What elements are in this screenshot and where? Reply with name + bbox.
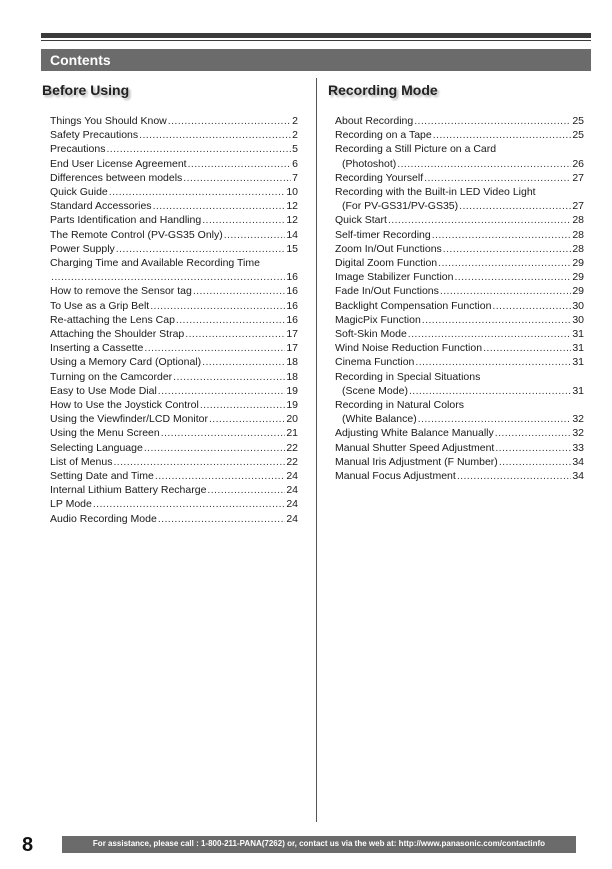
dot-leader [414,114,571,128]
toc-entry-title: Recording on a Tape [335,129,432,142]
toc-entry[interactable] [335,441,584,455]
toc-entry-title: Recording in Special Situations [335,370,481,383]
dot-leader [438,256,571,270]
toc-entry[interactable] [50,256,298,284]
toc-entry-page: 2 [292,129,298,142]
toc-entry-page: 17 [286,342,298,355]
toc-entry[interactable] [50,355,298,369]
toc-entry-title-cont: (Photoshot) [342,157,397,170]
toc-entry-page: 28 [572,242,584,255]
toc-entry[interactable] [50,157,298,171]
dot-leader [202,355,285,369]
dot-leader [397,157,571,171]
dot-leader [388,213,571,227]
dot-leader [424,171,571,185]
toc-entry-page: 28 [572,228,584,241]
toc-entry-title: Quick Start [335,214,387,227]
dot-leader [459,199,571,213]
toc-entry-page: 31 [572,328,584,341]
dot-leader [155,469,285,483]
toc-entry-title: Wind Noise Reduction Function [335,342,483,355]
toc-entry[interactable] [50,384,298,398]
dot-leader [188,157,292,171]
toc-entry-page: 10 [286,186,298,199]
dot-leader [483,341,571,355]
toc-entry-page: 24 [286,498,298,511]
toc-entry-title: Manual Focus Adjustment [335,470,456,483]
toc-entry-title: How to remove the Sensor tag [50,285,192,298]
toc-entry[interactable] [335,299,584,313]
toc-entry[interactable] [335,171,584,185]
toc-entry-title: Charging Time and Available Recording Time [50,257,260,270]
toc-entry-title: Using a Memory Card (Optional) [50,356,202,369]
toc-entry-page: 16 [286,299,298,312]
toc-entry-title: Soft-Skin Mode [335,328,407,341]
toc-entry[interactable] [50,284,298,298]
toc-entry-title: The Remote Control (PV-GS35 Only) [50,228,223,241]
dot-leader [495,441,571,455]
dot-leader [443,242,572,256]
toc-entry-page: 16 [286,313,298,326]
toc-entry-title: How to Use the Joystick Control [50,399,199,412]
dot-leader [454,270,571,284]
toc-entry-title-cont: (Scene Mode) [342,384,408,397]
toc-entry[interactable] [335,142,584,170]
toc-entry-title: Things You Should Know [50,115,167,127]
dot-leader [161,426,286,440]
toc-entry-title: Inserting a Cassette [50,342,144,355]
toc-entry-page: 5 [292,143,298,156]
dot-leader [408,327,572,341]
toc-entry-page: 33 [572,441,584,454]
toc-entry[interactable] [50,114,298,128]
toc-entry-page: 18 [286,356,298,369]
toc-entry-page: 6 [292,157,298,170]
toc-entry-title: Fade In/Out Functions [335,285,439,298]
dot-leader [144,341,285,355]
toc-entry-page: 34 [572,470,584,483]
toc-entry-title: Using the Menu Screen [50,427,160,440]
toc-entry-page: 16 [286,271,298,284]
toc-entry[interactable] [50,228,298,242]
toc-entry-page: 18 [286,370,298,383]
toc-entry-page: 30 [572,313,584,326]
toc-entry[interactable] [335,469,584,483]
toc-entry-page: 24 [286,470,298,483]
section-title-before-using: Before Using [42,82,130,98]
toc-entry[interactable] [335,398,584,426]
toc-entry-page: 29 [572,285,584,298]
dot-leader [207,483,285,497]
toc-entry-page: 28 [572,214,584,227]
toc-entry-title: Backlight Compensation Function [335,299,492,312]
toc-entry[interactable] [50,199,298,213]
dot-leader [113,455,285,469]
dot-leader [418,412,572,426]
dot-leader [185,327,285,341]
dot-leader [106,142,291,156]
toc-entry-page: 19 [286,399,298,412]
dot-leader [422,313,572,327]
toc-entry-title: About Recording [335,115,414,127]
toc-entry[interactable] [335,242,584,256]
dot-leader [202,213,285,227]
dot-leader [433,128,572,142]
toc-entry[interactable] [50,469,298,483]
dot-leader [432,228,572,242]
toc-entry-page: 32 [572,413,584,426]
toc-entry-page: 27 [572,171,584,184]
toc-entry-title: MagicPix Function [335,313,421,326]
section-title-recording-mode: Recording Mode [328,82,438,98]
toc-entry-title: Audio Recording Mode [50,512,157,525]
toc-entry-title: Quick Guide [50,186,108,199]
dot-leader [224,228,286,242]
toc-entry[interactable] [50,483,298,497]
toc-entry[interactable] [50,327,298,341]
toc-entry-title: Easy to Use Mode Dial [50,384,157,397]
dot-leader [499,455,572,469]
toc-entry[interactable] [335,313,584,327]
toc-entry-title: Manual Shutter Speed Adjustment [335,441,495,454]
toc-entry-title: Safety Precautions [50,129,139,142]
dot-leader [457,469,572,483]
page-number: 8 [22,834,34,856]
toc-entry[interactable] [335,256,584,270]
toc-entry-page: 22 [286,441,298,454]
toc-entry-title: Adjusting White Balance Manually [335,427,494,440]
toc-entry-page: 22 [286,455,298,468]
toc-entry[interactable] [50,299,298,313]
toc-entry-title: Recording in Natural Colors [335,399,464,412]
toc-entry-page: 7 [292,171,298,184]
toc-entry-title: Recording Yourself [335,171,424,184]
dot-leader [200,398,286,412]
toc-entry-page: 31 [572,384,584,397]
toc-entry-title: Differences between models [50,171,183,184]
toc-entry-title: Internal Lithium Battery Recharge [50,484,207,497]
toc-entry-page: 21 [286,427,298,440]
dot-leader [51,270,285,284]
toc-entry-title: Precautions [50,143,106,156]
toc-entry-page: 30 [572,299,584,312]
toc-entry-title: Selecting Language [50,441,143,454]
toc-entry-title: Cinema Function [335,356,415,369]
toc-entry-page: 12 [286,200,298,213]
toc-entry[interactable] [335,114,584,128]
toc-entry[interactable] [335,128,584,142]
toc-entry[interactable] [50,370,298,384]
toc-entry[interactable] [335,284,584,298]
toc-entry[interactable] [50,213,298,227]
dot-leader [209,412,285,426]
top-rule-thin [41,40,591,41]
toc-entry[interactable] [335,213,584,227]
toc-entry[interactable] [335,270,584,284]
dot-leader [109,185,286,199]
dot-leader [183,171,291,185]
toc-entry-title: Using the Viewfinder/LCD Monitor [50,413,208,426]
toc-entry-page: 34 [572,455,584,468]
dot-leader [440,284,571,298]
dot-leader [93,497,285,511]
toc-entry-title: Manual Iris Adjustment (F Number) [335,455,498,468]
toc-entry[interactable] [50,171,298,185]
toc-entry[interactable] [335,327,584,341]
toc-entry[interactable] [335,228,584,242]
toc-entry-page: 32 [572,427,584,440]
toc-entry-page: 29 [572,271,584,284]
toc-entry-page: 16 [286,285,298,298]
toc-entry-title-cont: (For PV-GS31/PV-GS35) [342,200,459,213]
toc-entry-title: Standard Accessories [50,200,152,213]
contents-header-bar [41,49,591,71]
toc-entry-title: Digital Zoom Function [335,257,438,270]
toc-entry[interactable] [50,412,298,426]
toc-entry[interactable] [335,341,584,355]
toc-entry[interactable] [50,398,298,412]
dot-leader [158,512,285,526]
toc-entry[interactable] [50,242,298,256]
column-divider [316,78,317,822]
toc-entry-page: 20 [286,413,298,426]
dot-leader [153,199,286,213]
toc-entry-title: Parts Identification and Handling [50,214,202,227]
footer-assist-text: For assistance, please call : 1-800-211-PANA(7262) or, contact us via the web at: http://www.panasonic.com/contactinfo [92,839,546,848]
toc-entry-page: 2 [292,115,298,127]
toc-entry-title: Recording with the Built-in LED Video Light [335,186,536,199]
dot-leader [492,299,571,313]
toc-entry[interactable] [50,455,298,469]
toc-list-before-using [50,114,298,526]
toc-entry-title: Setting Date and Time [50,470,154,483]
toc-entry[interactable] [335,185,584,213]
toc-entry-title-cont: (White Balance) [342,413,417,426]
dot-leader [150,299,285,313]
toc-entry-title: Re-attaching the Lens Cap [50,313,175,326]
toc-entry-page: 25 [572,129,584,142]
toc-entry-title: To Use as a Grip Belt [50,299,150,312]
toc-entry[interactable] [50,313,298,327]
dot-leader [193,284,285,298]
toc-entry-page: 14 [286,228,298,241]
toc-entry-title: LP Mode [50,498,92,511]
dot-leader [176,313,285,327]
toc-entry-page: 26 [572,157,584,170]
toc-entry-title: Self-timer Recording [335,228,431,241]
toc-entry[interactable] [50,142,298,156]
dot-leader [168,114,291,128]
dot-leader [495,426,572,440]
toc-entry-title: Attaching the Shoulder Strap [50,328,185,341]
dot-leader [158,384,286,398]
toc-entry-title: Image Stabilizer Function [335,271,454,284]
page-title: Contents [50,52,111,68]
toc-entry-title: Recording a Still Picture on a Card [335,143,497,156]
toc-entry[interactable] [50,341,298,355]
toc-entry[interactable] [335,355,584,369]
toc-entry[interactable] [335,455,584,469]
toc-entry[interactable] [50,185,298,199]
toc-entry-page: 31 [572,342,584,355]
dot-leader [139,128,291,142]
toc-entry-page: 15 [286,242,298,255]
toc-entry[interactable] [50,512,298,526]
toc-list-recording-mode [335,114,584,483]
toc-entry-page: 25 [572,115,584,127]
toc-entry-title: Turning on the Camcorder [50,370,173,383]
toc-entry-page: 24 [286,484,298,497]
toc-entry[interactable] [335,370,584,398]
toc-entry[interactable] [335,426,584,440]
toc-entry-page: 17 [286,328,298,341]
toc-entry-page: 12 [286,214,298,227]
toc-entry-title: Power Supply [50,242,115,255]
toc-entry-title: End User License Agreement [50,157,187,170]
toc-entry[interactable] [50,128,298,142]
toc-entry[interactable] [50,426,298,440]
dot-leader [144,441,285,455]
dot-leader [415,355,571,369]
top-rule [41,33,591,38]
dot-leader [409,384,571,398]
toc-entry-page: 29 [572,257,584,270]
dot-leader [173,370,285,384]
toc-entry-page: 27 [572,200,584,213]
toc-entry[interactable] [50,497,298,511]
toc-entry-title: List of Menus [50,455,113,468]
toc-entry-page: 31 [572,356,584,369]
toc-entry-page: 24 [286,512,298,525]
toc-entry-title: Zoom In/Out Functions [335,242,442,255]
toc-entry[interactable] [50,441,298,455]
toc-entry-page: 19 [286,384,298,397]
dot-leader [116,242,286,256]
